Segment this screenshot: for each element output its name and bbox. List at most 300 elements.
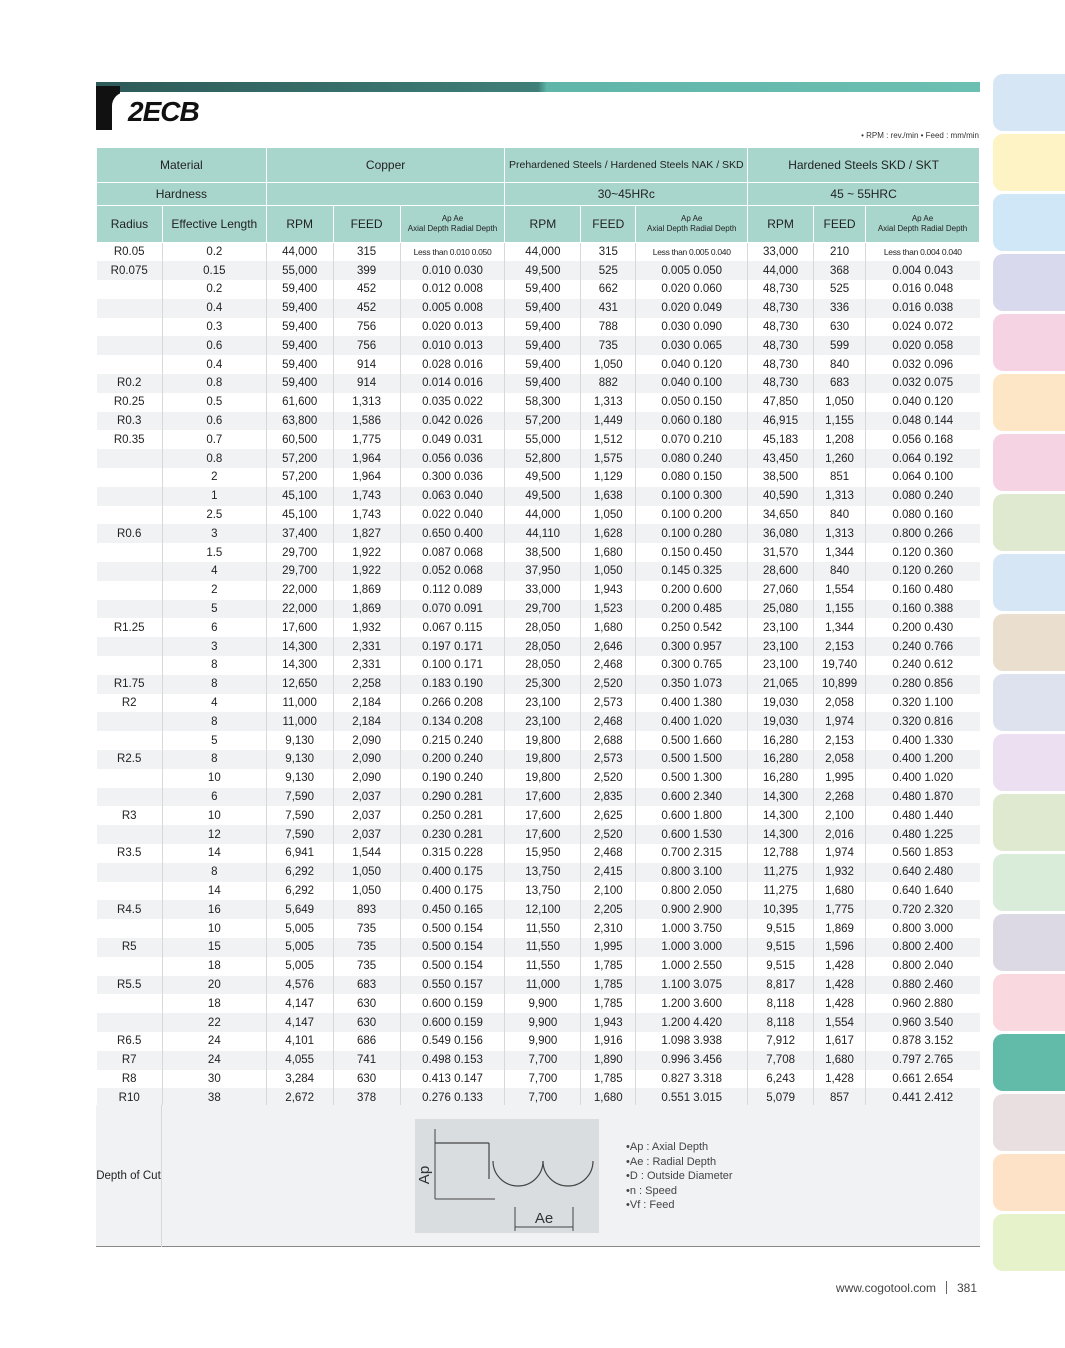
cell-copper-rpm: 11,000 [266, 712, 333, 731]
cell-copper-ap-ae: 0.070 0.091 [400, 600, 505, 619]
group-copper-header: Copper [266, 148, 505, 183]
cell-hard-ap-ae: 0.800 3.000 [866, 919, 980, 938]
side-tab-14[interactable] [993, 854, 1065, 911]
cell-copper-feed: 2,090 [333, 731, 400, 750]
cell-copper-feed: 1,922 [333, 562, 400, 581]
cell-pre-rpm: 11,550 [505, 919, 581, 938]
cell-pre-rpm: 49,500 [505, 487, 581, 506]
cell-copper-feed: 735 [333, 919, 400, 938]
side-tab-12[interactable] [993, 734, 1065, 791]
cell-hard-rpm: 44,000 [748, 261, 814, 280]
cell-radius [97, 863, 163, 882]
cell-hard-feed: 630 [814, 318, 866, 337]
cell-hard-ap-ae: 0.878 3.152 [866, 1032, 980, 1051]
cell-copper-rpm: 45,100 [266, 506, 333, 525]
cell-copper-feed: 1,869 [333, 600, 400, 619]
table-row [97, 712, 980, 731]
cell-copper-rpm: 11,000 [266, 694, 333, 713]
cell-copper-rpm: 60,500 [266, 430, 333, 449]
cell-copper-ap-ae: 0.266 0.208 [400, 694, 505, 713]
cell-hard-ap-ae: 0.640 1.640 [866, 882, 980, 901]
cell-pre-ap-ae: 0.060 0.180 [636, 412, 748, 431]
cell-hard-rpm: 46,915 [748, 412, 814, 431]
cell-copper-feed: 2,258 [333, 675, 400, 694]
cell-copper-rpm: 57,200 [266, 449, 333, 468]
cell-copper-ap-ae: 0.005 0.008 [400, 299, 505, 318]
col-rpm: RPM [748, 206, 814, 243]
cell-pre-rpm: 55,000 [505, 430, 581, 449]
side-tab-5[interactable] [993, 314, 1065, 371]
cell-copper-feed: 1,932 [333, 618, 400, 637]
table-row [97, 806, 980, 825]
cell-hard-rpm: 48,730 [748, 280, 814, 299]
table-row [97, 994, 980, 1013]
legend-n: •n : Speed [626, 1184, 677, 1197]
cell-copper-feed: 1,775 [333, 430, 400, 449]
cell-pre-feed: 1,785 [581, 957, 636, 976]
cell-pre-rpm: 13,750 [505, 882, 581, 901]
cell-effective-length: 0.3 [162, 318, 266, 337]
table-row [97, 336, 980, 355]
cell-copper-rpm: 7,590 [266, 788, 333, 807]
side-tab-2[interactable] [993, 134, 1065, 191]
axial-radial-label: Axial Depth Radial Depth [877, 224, 968, 233]
cell-hard-feed: 1,995 [814, 769, 866, 788]
cell-effective-length: 18 [162, 957, 266, 976]
cell-hard-feed: 1,313 [814, 524, 866, 543]
cell-hard-feed: 19,740 [814, 656, 866, 675]
cell-hard-feed: 1,344 [814, 618, 866, 637]
cell-effective-length: 14 [162, 882, 266, 901]
cell-copper-feed: 2,184 [333, 712, 400, 731]
cell-copper-rpm: 59,400 [266, 336, 333, 355]
cell-copper-ap-ae: 0.549 0.156 [400, 1032, 505, 1051]
cell-pre-rpm: 38,500 [505, 543, 581, 562]
cell-hard-feed: 1,260 [814, 449, 866, 468]
cell-pre-feed: 1,680 [581, 543, 636, 562]
cell-hard-feed: 1,554 [814, 581, 866, 600]
legend-ae: •Ae : Radial Depth [626, 1155, 717, 1168]
table-row [97, 299, 980, 318]
side-tab-7[interactable] [993, 434, 1065, 491]
cell-pre-feed: 1,628 [581, 524, 636, 543]
side-index-tabs [993, 74, 1065, 1274]
cell-hard-rpm: 36,080 [748, 524, 814, 543]
cell-copper-rpm: 14,300 [266, 637, 333, 656]
cell-pre-rpm: 9,900 [505, 994, 581, 1013]
cell-pre-feed: 1,943 [581, 1013, 636, 1032]
cell-hard-feed: 1,155 [814, 600, 866, 619]
cell-hard-rpm: 9,515 [748, 938, 814, 957]
cell-effective-length: 8 [162, 712, 266, 731]
table-row [97, 976, 980, 995]
cell-copper-feed: 1,922 [333, 543, 400, 562]
cell-hard-feed: 2,016 [814, 825, 866, 844]
cell-hard-ap-ae: 0.064 0.100 [866, 468, 980, 487]
cell-pre-feed: 882 [581, 374, 636, 393]
cell-copper-rpm: 2,672 [266, 1088, 333, 1107]
cell-hard-ap-ae: 0.400 1.020 [866, 769, 980, 788]
cell-pre-feed: 2,573 [581, 750, 636, 769]
cell-hard-feed: 1,208 [814, 430, 866, 449]
cell-pre-rpm: 19,800 [505, 769, 581, 788]
table-row [97, 731, 980, 750]
footer-url[interactable]: www.cogotool.com [835, 1281, 936, 1295]
table-row [97, 393, 980, 412]
cell-pre-ap-ae: 0.100 0.300 [636, 487, 748, 506]
cell-pre-rpm: 13,750 [505, 863, 581, 882]
cell-effective-length: 8 [162, 656, 266, 675]
cell-pre-ap-ae: 0.040 0.120 [636, 355, 748, 374]
cell-hard-feed: 1,680 [814, 1051, 866, 1070]
cell-pre-ap-ae: 0.040 0.100 [636, 374, 748, 393]
cell-pre-rpm: 7,700 [505, 1070, 581, 1089]
cell-effective-length: 0.4 [162, 299, 266, 318]
cell-hard-feed: 840 [814, 506, 866, 525]
cell-copper-rpm: 22,000 [266, 581, 333, 600]
side-tab-20[interactable] [993, 1214, 1065, 1271]
cell-hard-ap-ae: 0.120 0.360 [866, 543, 980, 562]
cell-copper-ap-ae: 0.276 0.133 [400, 1088, 505, 1107]
cell-copper-ap-ae: 0.500 0.154 [400, 938, 505, 957]
cell-pre-ap-ae: 0.500 1.660 [636, 731, 748, 750]
cell-copper-feed: 2,037 [333, 806, 400, 825]
table-row [97, 618, 980, 637]
cell-radius [97, 825, 163, 844]
cell-pre-ap-ae: 1.100 3.075 [636, 976, 748, 995]
cell-copper-ap-ae: 0.315 0.228 [400, 844, 505, 863]
cell-copper-feed: 1,313 [333, 393, 400, 412]
table-row [97, 449, 980, 468]
cell-copper-ap-ae: 0.022 0.040 [400, 506, 505, 525]
cell-pre-ap-ae: 0.080 0.240 [636, 449, 748, 468]
cell-pre-feed: 2,688 [581, 731, 636, 750]
cell-copper-rpm: 4,147 [266, 994, 333, 1013]
cell-radius [97, 336, 163, 355]
cell-hard-ap-ae: 0.800 0.266 [866, 524, 980, 543]
cell-hard-feed: 840 [814, 355, 866, 374]
cell-hard-rpm: 21,065 [748, 675, 814, 694]
cell-copper-rpm: 9,130 [266, 750, 333, 769]
cell-pre-rpm: 49,500 [505, 261, 581, 280]
cell-effective-length: 5 [162, 731, 266, 750]
side-tab-1[interactable] [993, 74, 1065, 131]
cell-copper-rpm: 59,400 [266, 280, 333, 299]
cell-copper-ap-ae: 0.056 0.036 [400, 449, 505, 468]
cell-hard-ap-ae: 0.240 0.766 [866, 637, 980, 656]
cell-effective-length: 30 [162, 1070, 266, 1089]
cell-hard-feed: 2,058 [814, 750, 866, 769]
cell-copper-feed: 1,050 [333, 863, 400, 882]
cell-pre-feed: 2,520 [581, 769, 636, 788]
cell-pre-rpm: 25,300 [505, 675, 581, 694]
cell-copper-rpm: 4,576 [266, 976, 333, 995]
cell-copper-feed: 452 [333, 280, 400, 299]
cell-pre-feed: 315 [581, 243, 636, 262]
cell-radius [97, 449, 163, 468]
cell-copper-ap-ae: 0.230 0.281 [400, 825, 505, 844]
cell-copper-rpm: 5,005 [266, 919, 333, 938]
cell-pre-rpm: 28,050 [505, 618, 581, 637]
cell-pre-rpm: 9,900 [505, 1032, 581, 1051]
cell-hard-ap-ae: 0.024 0.072 [866, 318, 980, 337]
table-row [97, 656, 980, 675]
cell-pre-feed: 1,785 [581, 1070, 636, 1089]
cell-hard-rpm: 48,730 [748, 318, 814, 337]
cell-pre-ap-ae: 0.600 2.340 [636, 788, 748, 807]
cell-hard-feed: 599 [814, 336, 866, 355]
cell-hard-feed: 1,596 [814, 938, 866, 957]
cell-copper-ap-ae: 0.063 0.040 [400, 487, 505, 506]
cell-effective-length: 4 [162, 694, 266, 713]
cell-copper-feed: 2,184 [333, 694, 400, 713]
depth-of-cut-svg [415, 1119, 599, 1233]
cell-hard-feed: 368 [814, 261, 866, 280]
group-hardened-header: Hardened Steels SKD / SKT [748, 148, 980, 183]
cell-copper-rpm: 29,700 [266, 543, 333, 562]
cell-copper-feed: 630 [333, 1013, 400, 1032]
cell-radius [97, 656, 163, 675]
cell-effective-length: 10 [162, 919, 266, 938]
cell-pre-feed: 1,523 [581, 600, 636, 619]
group-prehardened-header: Prehardened Steels / Hardened Steels NAK / SKD [505, 148, 748, 183]
cell-pre-feed: 1,890 [581, 1051, 636, 1070]
cell-effective-length: 0.7 [162, 430, 266, 449]
cell-hard-rpm: 28,600 [748, 562, 814, 581]
col-ap-ae [866, 206, 980, 243]
cell-copper-rpm: 37,400 [266, 524, 333, 543]
cell-pre-feed: 1,313 [581, 393, 636, 412]
cell-copper-feed: 315 [333, 243, 400, 262]
cell-copper-rpm: 6,292 [266, 882, 333, 901]
cell-effective-length: 10 [162, 806, 266, 825]
cell-copper-feed: 378 [333, 1088, 400, 1107]
cell-radius [97, 637, 163, 656]
cell-radius: R0.075 [97, 261, 163, 280]
cell-hard-rpm: 8,118 [748, 994, 814, 1013]
legend-d: •D : Outside Diameter [626, 1170, 733, 1182]
cell-hard-feed: 1,428 [814, 957, 866, 976]
cell-pre-feed: 662 [581, 280, 636, 299]
cell-copper-rpm: 9,130 [266, 731, 333, 750]
cell-hard-rpm: 48,730 [748, 299, 814, 318]
cell-copper-ap-ae: 0.067 0.115 [400, 618, 505, 637]
axial-radial-label: Axial Depth Radial Depth [647, 224, 737, 233]
cell-copper-ap-ae: 0.300 0.036 [400, 468, 505, 487]
cell-pre-ap-ae: 0.551 3.015 [636, 1088, 748, 1107]
cell-effective-length: 8 [162, 863, 266, 882]
col-ap-ae [636, 206, 748, 243]
cell-hard-ap-ae: 0.120 0.260 [866, 562, 980, 581]
cell-hard-rpm: 25,080 [748, 600, 814, 619]
cell-copper-ap-ae: 0.650 0.400 [400, 524, 505, 543]
cell-pre-rpm: 17,600 [505, 825, 581, 844]
cell-copper-rpm: 17,600 [266, 618, 333, 637]
cell-effective-length: 6 [162, 618, 266, 637]
cell-radius [97, 731, 163, 750]
cell-copper-ap-ae: 0.550 0.157 [400, 976, 505, 995]
cell-hard-ap-ae: 0.080 0.240 [866, 487, 980, 506]
cell-pre-ap-ae: 0.050 0.150 [636, 393, 748, 412]
cell-copper-feed: 630 [333, 994, 400, 1013]
cell-copper-rpm: 44,000 [266, 243, 333, 262]
axial-radial-label: Axial Depth Radial Depth [407, 224, 498, 233]
cell-hard-ap-ae: 0.056 0.168 [866, 430, 980, 449]
cell-effective-length: 10 [162, 769, 266, 788]
cell-copper-ap-ae: 0.112 0.089 [400, 581, 505, 600]
side-tab-8[interactable] [993, 494, 1065, 551]
cell-copper-feed: 1,827 [333, 524, 400, 543]
side-tab-10[interactable] [993, 614, 1065, 671]
cell-hard-rpm: 9,515 [748, 919, 814, 938]
cell-copper-ap-ae: 0.500 0.154 [400, 919, 505, 938]
cell-hard-ap-ae: 0.441 2.412 [866, 1088, 980, 1107]
cell-copper-feed: 735 [333, 957, 400, 976]
cell-hard-feed: 1,428 [814, 994, 866, 1013]
cell-copper-rpm: 63,800 [266, 412, 333, 431]
cell-copper-feed: 914 [333, 355, 400, 374]
cell-hard-rpm: 7,912 [748, 1032, 814, 1051]
cell-hard-feed: 1,554 [814, 1013, 866, 1032]
side-tab-18[interactable] [993, 1094, 1065, 1151]
cell-copper-feed: 2,331 [333, 637, 400, 656]
cell-copper-ap-ae: 0.010 0.013 [400, 336, 505, 355]
cell-hard-ap-ae: 0.480 1.870 [866, 788, 980, 807]
cell-pre-feed: 788 [581, 318, 636, 337]
cell-copper-ap-ae: 0.200 0.240 [400, 750, 505, 769]
cell-radius [97, 581, 163, 600]
side-tab-13[interactable] [993, 794, 1065, 851]
cell-pre-rpm: 28,050 [505, 637, 581, 656]
side-tab-11[interactable] [993, 674, 1065, 731]
cell-copper-rpm: 22,000 [266, 600, 333, 619]
cell-hard-rpm: 43,450 [748, 449, 814, 468]
cell-copper-ap-ae: 0.035 0.022 [400, 393, 505, 412]
cell-pre-ap-ae: 0.020 0.060 [636, 280, 748, 299]
cell-radius [97, 712, 163, 731]
cell-radius: R0.6 [97, 524, 163, 543]
cell-effective-length: 0.15 [162, 261, 266, 280]
cell-hard-ap-ae: 0.797 2.765 [866, 1051, 980, 1070]
cell-hard-feed: 840 [814, 562, 866, 581]
cell-hard-rpm: 8,118 [748, 1013, 814, 1032]
side-tab-6[interactable] [993, 374, 1065, 431]
cell-hard-rpm: 23,100 [748, 637, 814, 656]
cell-pre-feed: 1,638 [581, 487, 636, 506]
cell-radius: R0.3 [97, 412, 163, 431]
cell-pre-ap-ae: 0.800 2.050 [636, 882, 748, 901]
cell-pre-feed: 2,468 [581, 656, 636, 675]
cell-effective-length: 5 [162, 600, 266, 619]
cell-radius [97, 355, 163, 374]
cell-radius: R8 [121, 1072, 137, 1085]
cell-effective-length: 8 [162, 675, 266, 694]
side-tab-19[interactable] [993, 1154, 1065, 1211]
cell-pre-rpm: 28,050 [505, 656, 581, 675]
col-feed: FEED [333, 206, 400, 243]
cell-pre-ap-ae: 0.500 1.500 [636, 750, 748, 769]
cell-hard-rpm: 11,275 [748, 882, 814, 901]
cell-hard-ap-ae: 0.480 1.225 [866, 825, 980, 844]
cell-copper-ap-ae: 0.400 0.175 [400, 882, 505, 901]
side-tab-16[interactable] [993, 974, 1065, 1031]
cell-radius [97, 919, 163, 938]
cell-pre-rpm: 49,500 [505, 468, 581, 487]
cell-copper-rpm: 5,005 [266, 957, 333, 976]
cell-hard-rpm: 19,030 [748, 694, 814, 713]
cell-pre-rpm: 33,000 [505, 581, 581, 600]
cell-copper-feed: 683 [333, 976, 400, 995]
cell-copper-feed: 2,331 [333, 656, 400, 675]
cell-effective-length: 22 [162, 1013, 266, 1032]
cell-effective-length: 24 [162, 1032, 266, 1051]
cell-pre-ap-ae: 0.250 0.542 [636, 618, 748, 637]
cell-copper-rpm: 5,649 [266, 900, 333, 919]
cell-pre-feed: 1,995 [581, 938, 636, 957]
cell-hard-ap-ae: 0.800 2.400 [866, 938, 980, 957]
cell-copper-feed: 686 [333, 1032, 400, 1051]
cell-pre-rpm: 7,700 [505, 1088, 581, 1107]
cell-hard-rpm: 16,280 [748, 731, 814, 750]
cell-effective-length: 3 [162, 637, 266, 656]
cell-hard-ap-ae: Less than 0.004 0.040 [866, 243, 980, 262]
cell-hard-feed: 1,428 [814, 1070, 866, 1089]
cell-radius [97, 957, 163, 976]
cell-pre-ap-ae: 0.100 0.280 [636, 524, 748, 543]
depth-of-cut-label: Depth of Cut [96, 1105, 162, 1247]
cell-hard-feed: 1,428 [814, 976, 866, 995]
cell-hard-feed: 1,344 [814, 543, 866, 562]
cell-effective-length: 2 [162, 581, 266, 600]
table-row [97, 543, 980, 562]
cell-pre-rpm: 23,100 [505, 712, 581, 731]
cell-radius [97, 487, 163, 506]
side-tab-4[interactable] [993, 254, 1065, 311]
cell-copper-rpm: 7,590 [266, 825, 333, 844]
cell-copper-rpm: 4,147 [266, 1013, 333, 1032]
cell-hard-ap-ae: 0.080 0.160 [866, 506, 980, 525]
cell-pre-feed: 1,449 [581, 412, 636, 431]
cell-hard-ap-ae: 0.032 0.075 [866, 374, 980, 393]
cell-hard-rpm: 11,275 [748, 863, 814, 882]
side-tab-9[interactable] [993, 554, 1065, 611]
cell-hard-rpm: 48,730 [748, 374, 814, 393]
cell-hard-rpm: 16,280 [748, 769, 814, 788]
table-row [97, 506, 980, 525]
cell-pre-rpm: 44,110 [505, 524, 581, 543]
cell-pre-feed: 2,100 [581, 882, 636, 901]
cell-radius [97, 994, 163, 1013]
cell-hard-feed: 1,680 [814, 882, 866, 901]
ae-text: Ae [534, 1210, 554, 1227]
side-tab-3[interactable] [993, 194, 1065, 251]
side-tab-17[interactable] [993, 1034, 1065, 1091]
cell-copper-feed: 1,050 [333, 882, 400, 901]
cell-pre-rpm: 17,600 [505, 788, 581, 807]
depth-legend [626, 1140, 733, 1213]
hardness-hardened: 45 ~ 55HRC [748, 183, 980, 206]
cell-pre-ap-ae: 0.996 3.456 [636, 1051, 748, 1070]
side-tab-15[interactable] [993, 914, 1065, 971]
cell-copper-ap-ae: 0.413 0.147 [400, 1070, 505, 1089]
cell-pre-rpm: 9,900 [505, 1013, 581, 1032]
cell-pre-feed: 1,050 [581, 355, 636, 374]
cell-radius [97, 788, 163, 807]
cell-radius: R7 [97, 1051, 163, 1070]
cell-copper-rpm: 6,941 [266, 844, 333, 863]
cell-hard-feed: 1,617 [814, 1032, 866, 1051]
cell-pre-feed: 1,785 [581, 976, 636, 995]
